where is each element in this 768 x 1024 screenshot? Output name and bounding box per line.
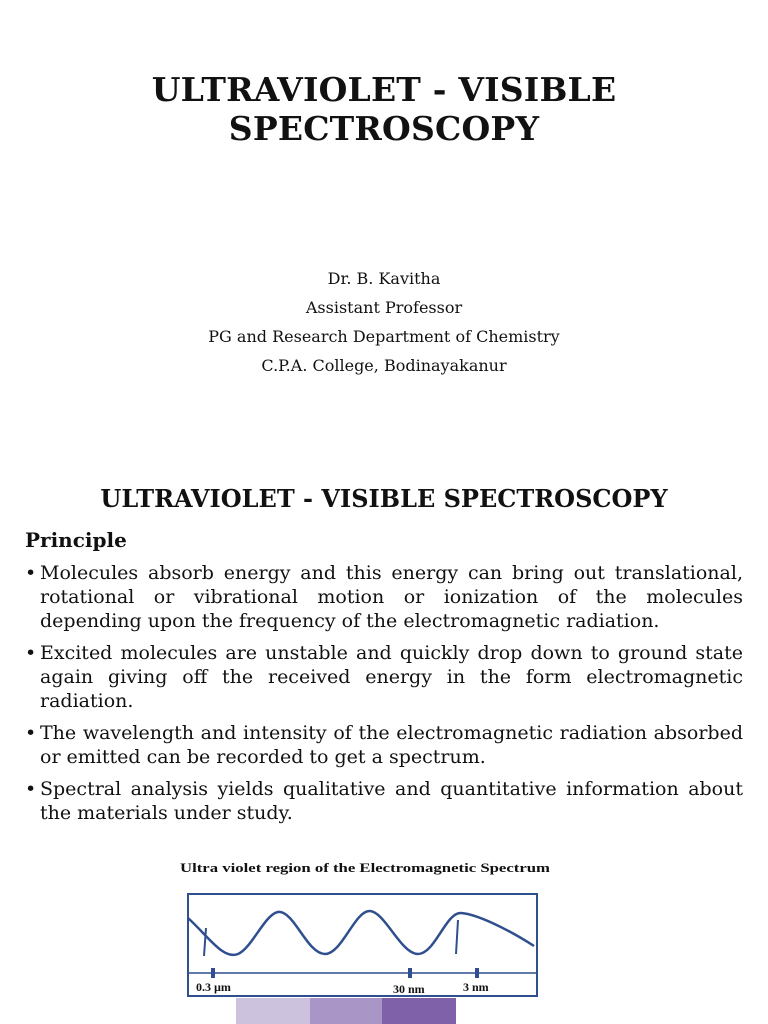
figure-caption: Ultra violet region of the Electromagnetic Spectrum bbox=[180, 860, 551, 875]
uv-band-3 bbox=[382, 998, 456, 1024]
region-marker-right bbox=[456, 920, 458, 954]
bullet-text: The wavelength and intensity of the electromagnetic radiation absorbed or emitted can be recorded to get a spectrum. bbox=[40, 722, 743, 768]
bullet-text: Excited molecules are unstable and quickly drop down to ground state again giving off the received energy in the form electromagnetic radiation. bbox=[40, 642, 743, 712]
author-department: PG and Research Department of Chemistry bbox=[208, 327, 560, 346]
uv-band-1 bbox=[236, 998, 310, 1024]
scale-label-1: 0.3 µm bbox=[196, 980, 231, 994]
scale-tick-1 bbox=[211, 968, 215, 978]
bullet-dot: • bbox=[25, 562, 37, 584]
bullet-dot: • bbox=[25, 642, 37, 664]
electromagnetic-wave bbox=[188, 911, 534, 955]
author-block bbox=[0, 264, 768, 380]
principle-bullet-list bbox=[25, 561, 743, 833]
bullet-text: Molecules absorb energy and this energy can bring out translational, rotational or vibrational motion or ionization of the molecules depending upon the frequency of the electromagnetic radiation. bbox=[40, 562, 743, 632]
scale-tick-3 bbox=[475, 968, 479, 978]
author-position: Assistant Professor bbox=[305, 298, 463, 317]
bullet-item bbox=[25, 641, 743, 713]
bullet-item bbox=[25, 721, 743, 769]
author-institution: C.P.A. College, Bodinayakanur bbox=[261, 356, 507, 375]
principle-heading: Principle bbox=[25, 528, 127, 552]
region-marker-left bbox=[204, 928, 206, 956]
bullet-item bbox=[25, 777, 743, 825]
slide1-title: ULTRAVIOLET - VISIBLE SPECTROSCOPY bbox=[151, 70, 617, 148]
uv-band-2 bbox=[310, 998, 382, 1024]
bullet-item bbox=[25, 561, 743, 633]
bullet-dot: • bbox=[25, 722, 37, 744]
uv-spectrum-figure bbox=[170, 856, 570, 1024]
bullet-text: Spectral analysis yields qualitative and quantitative information about the materials under study. bbox=[40, 778, 743, 824]
bullet-dot: • bbox=[25, 778, 37, 800]
scale-label-2: 30 nm bbox=[393, 982, 425, 996]
scale-label-3: 3 nm bbox=[463, 980, 489, 994]
scale-tick-2 bbox=[408, 968, 412, 978]
slide2-title: ULTRAVIOLET - VISIBLE SPECTROSCOPY bbox=[100, 484, 668, 513]
author-name: Dr. B. Kavitha bbox=[327, 269, 441, 288]
